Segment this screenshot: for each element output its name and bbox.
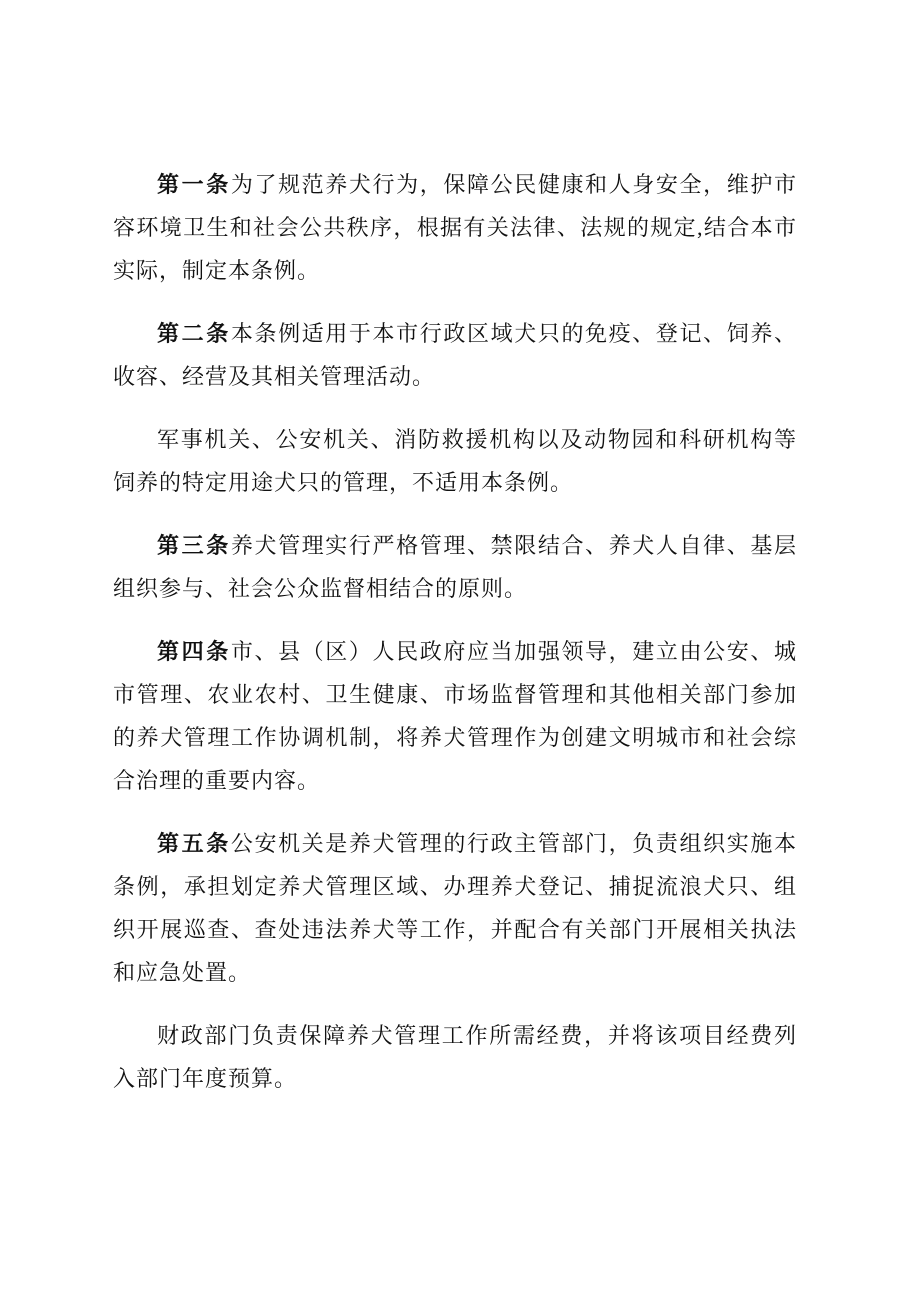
- paragraph-text: 财政部门负责保障养犬管理工作所需经费，并将该项目经费列入部门年度预算。: [113, 1023, 797, 1091]
- paragraph-article-2: [113, 312, 797, 398]
- article-number-1: 第一条: [157, 172, 231, 197]
- paragraph-text: 军事机关、公安机关、消防救援机构以及动物园和科研机构等饲养的特定用途犬只的管理，不适用本条例。: [113, 427, 797, 495]
- paragraph-article-5: [113, 822, 797, 994]
- paragraph-text: 市、县（区）人民政府应当加强领导，建立由公安、城市管理、农业农村、卫生健康、市场监督管理和其他相关部门参加的养犬管理工作协调机制，将养犬管理作为创建文明城市和社会综合治理的重要内容。: [113, 639, 797, 793]
- paragraph-article-5-continuation: [113, 1014, 797, 1100]
- paragraph-article-4: [113, 630, 797, 802]
- paragraph-article-1: [113, 163, 797, 292]
- paragraph-text: 本条例适用于本市行政区域犬只的免疫、登记、饲养、收容、经营及其相关管理活动。: [113, 321, 797, 389]
- paragraph-article-3: [113, 524, 797, 610]
- paragraph-text: 养犬管理实行严格管理、禁限结合、养犬人自律、基层组织参与、社会公众监督相结合的原则。: [113, 533, 797, 601]
- paragraph-text: 公安机关是养犬管理的行政主管部门，负责组织实施本条例，承担划定养犬管理区域、办理养犬登记、捕捉流浪犬只、组织开展巡查、查处违法养犬等工作，并配合有关部门开展相关执法和应急处置。: [113, 831, 797, 985]
- article-number-5: 第五条: [157, 831, 231, 856]
- article-number-3: 第三条: [157, 533, 231, 558]
- article-number-4: 第四条: [157, 639, 231, 664]
- paragraph-article-2-continuation: [113, 418, 797, 504]
- paragraph-text: 为了规范养犬行为，保障公民健康和人身安全，维护市容环境卫生和社会公共秩序，根据有关法律、法规的规定,结合本市实际，制定本条例。: [113, 172, 797, 283]
- article-number-2: 第二条: [157, 321, 231, 346]
